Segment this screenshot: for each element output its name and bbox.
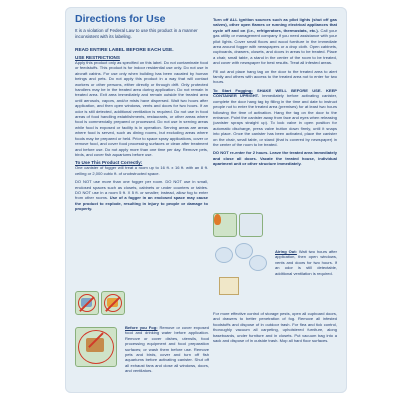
airing-out-para: [275, 249, 337, 276]
left-icon-row: [75, 291, 208, 321]
storage-pests-block: [213, 311, 337, 346]
leave-area-text: DO NOT re-enter for 2 hours. Leave the treated area immediately and close all doors. Vacate the treated house, individual apartment unit or other structure immediately.: [213, 150, 337, 167]
storage-pests-text: For more effective control of storage pests, open all cupboard doors, and drawers to better penetration of fog. Remove all infested foodstuffs and dispose of in outdoor trash. For flea and tick control, thoroughly vacuum all carpeting, upholstered furniture, along baseboards, under furniture and in closets. Put vacuum bag into a sack and dispose of in outside trash. Mop all hard floor surfaces.: [213, 311, 337, 344]
use-restrictions-heading: USE RESTRICTIONS: [75, 55, 120, 60]
airing-out-heading: Airing Out:: [275, 249, 297, 254]
before-you-fog-heading: Before you Fog:: [125, 325, 158, 330]
no-flame-icon: [213, 213, 237, 237]
ignition-warning: [213, 17, 337, 66]
ignition-warning-text: Call your gas utility or management company if you need assistance with your pilot lights. Cover small floors and wood furniture in the immediate area around fogger with newspapers or a drop cloth. Open cabinets, cupboards, drawers, closets, and doors in areas to be treated. Place a chair, small table, a stand in the center of the room to be treated, and cover with newspaper for best results. Treat all infested areas.: [213, 27, 338, 66]
right-column: [213, 17, 337, 170]
correct-use-limits-text: DO NOT use more than one fogger per room. DO NOT use in small, enclosed spaces such as closets, cabinets or under counters or tables. DO NOT use in a room 5 ft. X 5 ft. or smaller; instead, allow fog to enter from other rooms.: [75, 179, 208, 201]
correct-use-limits: [75, 179, 208, 211]
page-title: Directions for Use: [75, 13, 166, 25]
before-you-fog-text: Remove or cover exposed food and drinking water before application. Remove or cover dishes, utensils, food processing equipment and food preparation surfaces; or wash them before use. Remove pets and birds, cover and turn off fish aquariums before activating canister. Shut off all exhaust fans and close all windows, doors, and ventilators.: [125, 325, 209, 374]
no-fish-icon: [101, 291, 125, 315]
read-entire-label: READ ENTIRE LABEL BEFORE EACH USE.: [75, 48, 174, 53]
product-label-panel: [65, 7, 347, 393]
airing-out-icon: [213, 243, 269, 299]
no-pets-icon: [75, 291, 99, 315]
airing-out-block: [275, 249, 337, 276]
no-food-icon: [75, 327, 117, 367]
no-reenter-icon: [239, 213, 263, 237]
start-fogging-text: Immediately before activating canister, complete the door hang tag by filling in the time and date to instruct people not to enter the treated area (premises) for at least two hours following the time of activation. Hang the tag on the door to the entrance. Point the canister away from face and eyes when releasing (canister sprays straight up). To lock valve in open position for automatic discharge, press valve button down firmly, until it snaps into place. Once the canister has been activated, place the canister on the chair, small table, or stand (that is covered by newspaper) in the center of the room to be treated.: [213, 93, 337, 147]
start-fogging-caps: SHAKE WELL BEFORE USE. KEEP CONTAINER UPRIGHT.: [213, 87, 338, 99]
left-column: [75, 55, 208, 215]
airing-out-text: Wait two hours after application, then open windows, vents and doors for two hours. If an odor is still detectable, additional ventilation is required.: [275, 249, 337, 276]
ignition-warning-bold: Turn off ALL ignition sources such as pilot lights (shut off gas valves), other open flames or running electrical appliances that cycle off and on (i.e., refrigerators, thermostats, etc.).: [213, 17, 337, 33]
federal-law-statement: It is a violation of Federal Law to use this product in a manner inconsistent with its labeling.: [75, 28, 198, 39]
explosion-warning: Use of a fogger in an enclosed space may cause the product to explode, resulting in injury to people or damage to property.: [75, 195, 209, 212]
start-fogging: [213, 88, 337, 147]
hang-tag-instructions: Fill out and place hang tag on the door to the treated area to alert family and others with access to the treated area not to enter for two hours.: [213, 68, 337, 85]
use-restrictions-text: Apply this product only as specified on this label. Do not contaminate food or feedstuffs. This product is for indoor residential use only. Do not use in aircraft cabins. For use only when building has been vacated by human beings and pets. Do not apply this product in a way that will contact workers or other persons, either directly or through drift. Only protected handlers may be in the treated area during application. Do not remain in treated area. Exit area immediately and remain outside the treated area until aerosols, vapors, and/or mists have dispersed. Wait two hours after application, and then open windows, vents and doors for two hours. If an odor is still detected, additional ventilation is required. Do not use in food areas of food handling establishments, restaurants, or other areas where food is commercially prepared or processed. Do not use in serving areas while food is exposed or facility is in operation. Serving areas are areas where food is served, such as dining rooms, but excluding areas where foods may be prepared or held. Prior to space spray applications, cover or remove food, and cover food processing surfaces or clean after treatment and before use. Do not apply more than one time per day. Remove pets, birds, and cover fish aquariums before use.: [75, 60, 208, 157]
before-you-fog-para: [125, 325, 209, 374]
correct-use-heading: To Use This Product Correctly:: [75, 160, 143, 166]
start-fogging-heading: To Start Fogging:: [213, 87, 253, 93]
correct-use-text: One canister of fogger will treat a room up to 16 ft. x 16 ft. with an 8 ft. ceiling or 2,000 cubic ft. of unobstructed space.: [75, 165, 208, 176]
before-you-fog-block: [125, 325, 209, 374]
